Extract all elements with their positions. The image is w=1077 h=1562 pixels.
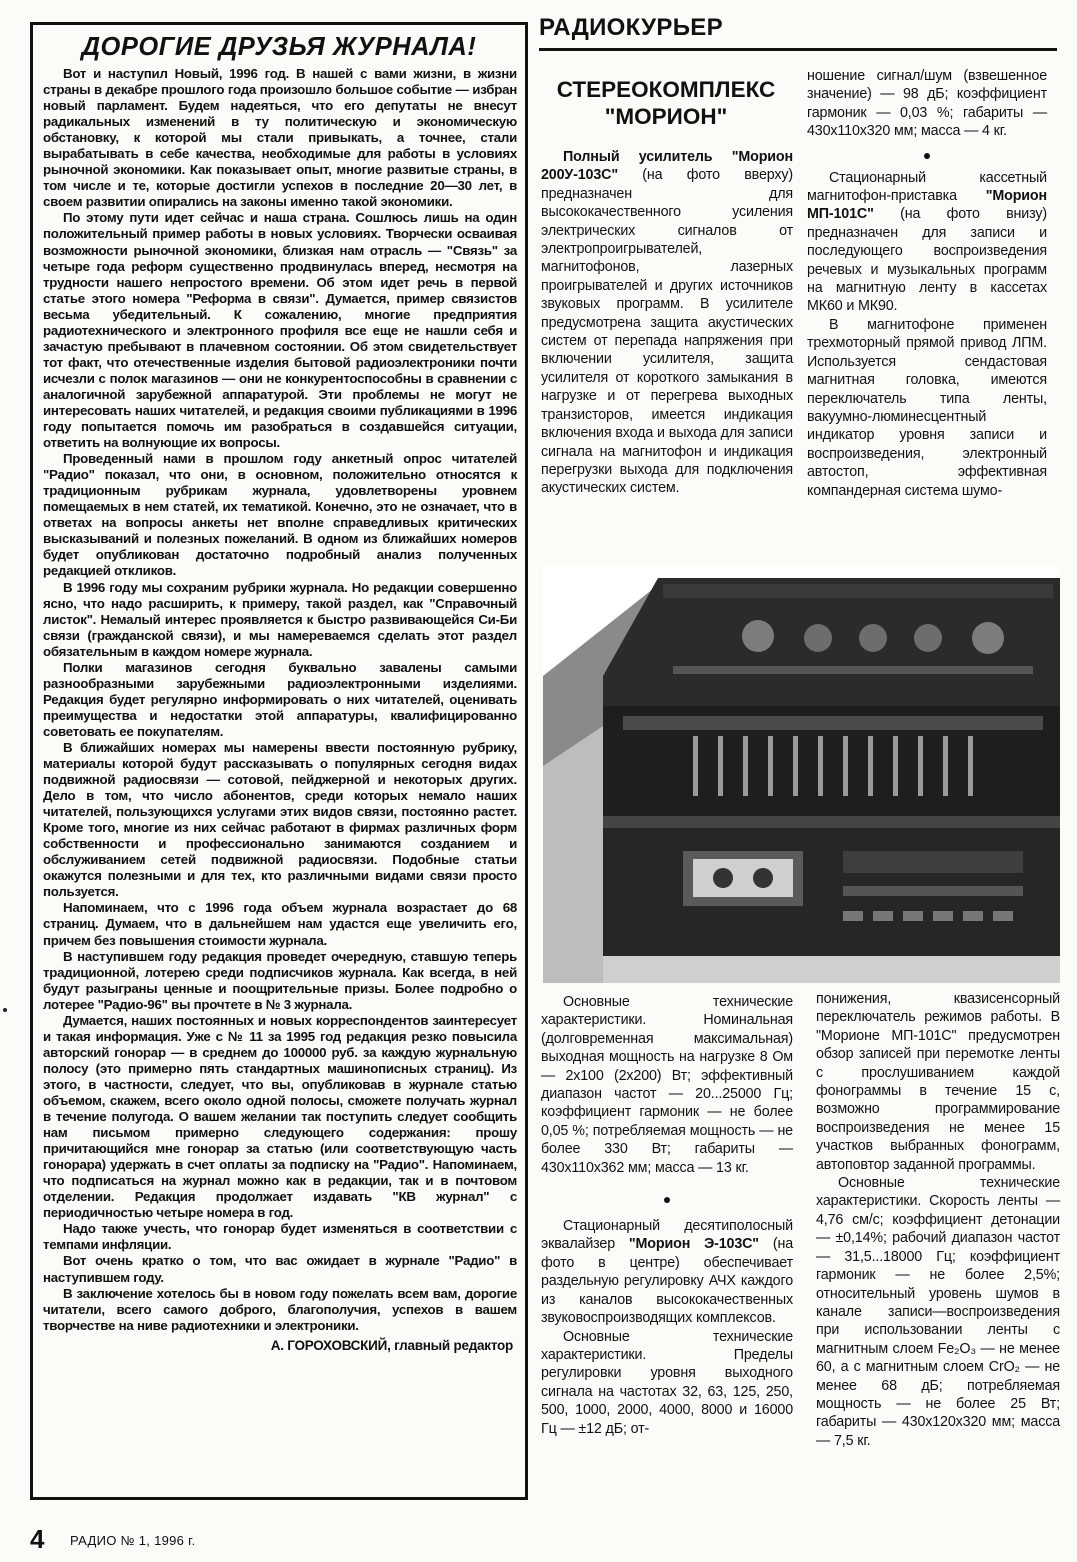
editorial-paragraph: В 1996 году мы сохраним рубрики журнала. Но редакции совершенно ясно, что надо расширить, к примеру, такой раздел, как "Справочный листок". Немалый интерес проявляется к быстро развивающейся Си-Би связи (гражданской связи), и мы намереваемся сделать этот раздел обязательным в каждом номере журнала. [43,579,517,659]
editorial-paragraph: Полки магазинов сегодня буквально завалены самыми разнообразными зарубежными радиоэлектронными изделиями. Редакция будет регулярно информировать о них читателей, оценивать преимущества и недостатки этой аппаратуры, квалифицированно советовать ее покупателям. [43,659,517,739]
tape-deck-paragraph [807,169,1047,316]
bullet-icon: ● [922,146,932,163]
article-col1-top [541,148,793,498]
editorial-paragraph: Думается, наших постоянных и новых корреспондентов заинтересует и такая информация. Уже с № 11 за 1995 год редакция резко повысила авторский гонорар — в среднем до 100000 руб. за каждую журнальную полосу (это примерно пять стандартных машинописных страниц). Из этого, в частности, следует, что вы, опубликовав в журнале статью объемом, скажем, всего около одной полосы, сможете получать журнал в течение полугода. О вашем желании так поступить следует сообщить нам письмом примерно следующего содержания: прошу причитающийся мне гонорар за статью (или соответствующую часть гонорара) удержать в счет оплаты за подписку на "Радио". Напоминаем, что подписаться на журнал можно как в редакции, так и в почтовом отделении. Редакция продолжает издавать "КВ журнал" с периодичностью четыре номера в год. [43,1012,517,1221]
equalizer-text: (на фото в центре) обеспечивает раздельную регулировку АЧХ каждого из каналов высококачественных звуковоспроизводящих комплексов. [541,1236,793,1327]
section-header: РАДИОКУРЬЕР [539,14,723,41]
tape-deck-features: В магнитофоне применен трехмоторный прямой привод ЛПМ. Используется сендастовая магнитная головка, имеются переключатель типа ленты, вакуумно-люминесцентный индикатор уровня записи и воспроизведения, электронный автостоп, эффективная компандерная система шумо- [807,316,1047,499]
amplifier-specs-end: ношение сигнал/шум (взвешенное значение) — 98 дБ; коэффициент гармоник — 0,03 %; габариты — 430x110x320 мм; масса — 4 кг. [807,68,1047,140]
article-col1-bottom [541,993,793,1438]
page-number: 4 [30,1524,45,1554]
equalizer-lead: Стационарный десятиполосный эквалайзер [541,1218,793,1253]
equalizer-specs: Основные технические характеристики. Пределы регулировки уровня выходного сигнала на частотах 32, 63, 125, 250, 500, 1000, 2000, 4000, 8000 и 16000 Гц — ±12 дБ; от- [541,1328,793,1437]
amplifier-paragraph [541,148,793,498]
equalizer-name: "Морион Э-103С" [628,1236,759,1253]
bullet-icon: ● [662,1191,672,1208]
stereo-complex-photo [543,566,1060,983]
tape-deck-name: "Морион МП-101С" [807,188,1047,223]
editorial-paragraph: В заключение хотелось бы в новом году пожелать всем вам, дорогие читатели, всего самого доброго, благополучия, успехов в вашем творчестве на ниве радиотехники и электроники. [43,1285,517,1333]
scan-mark [3,1008,7,1012]
issue-line: РАДИО № 1, 1996 г. [70,1533,196,1548]
editorial-box [30,22,528,1500]
amplifier-specs: Основные технические характеристики. Номинальная (долговременная максимальная) выходная мощность на нагрузке 8 Ом — 2x100 (2x200) Вт; эффективный диапазон частот — 20...25000 Гц; коэффициент гармоник — не более 0,05 %; потребляемая мощность — не более 330 Вт; габариты — 430x110x362 мм; масса — 13 кг. [541,994,793,1176]
amplifier-name: Полный усилитель "Морион 200У-103С" [541,149,793,184]
editorial-body [33,66,525,1354]
editorial-paragraph: Напоминаем, что с 1996 года объем журнала возрастает до 68 страниц. Думаем, что в дальнейшем нам удастся еще увеличить его, причем без повышения стоимости журнала. [43,900,517,948]
editorial-paragraph: Проведенный нами в прошлом году анкетный опрос читателей "Радио" показал, что они, в основном, положительно относятся к традиционным рубрикам журнала, удовлетворены уровнем помещаемых в нем статей, их тематикой. Конечно, это не означает, что в ответах на вопросы анкеты нет вполне справедливых критических высказываний и полезных пожеланий. В одном из ближайших номеров будет опубликован достаточно подробный анализ полученных редакцией откликов. [43,451,517,579]
article-title-line: СТЕРЕОКОМПЛЕКС [556,77,776,102]
tape-deck-lead: Стационарный кассетный магнитофон-приставка [807,169,1047,205]
editorial-title: ДОРОГИЕ ДРУЗЬЯ ЖУРНАЛА! [81,33,477,61]
tape-deck-text: (на фото внизу) предназначен для записи и последующего воспроизведения речевых и музыкальных программ на магнитную ленту в кассетах МК60 и МК90. [807,206,1047,315]
article-title [541,76,791,130]
editorial-paragraph: Вот очень кратко о том, что вас ожидает в журнале "Радио" в наступившем году. [43,1253,517,1285]
article-title-line: "МОРИОН" [604,104,728,129]
editorial-paragraph: По этому пути идет сейчас и наша страна. Сошлюсь лишь на один положительный пример работы в новых условиях. Творчески осваивая возможности рыночной экономики, близкая нам отрасль — "Связь" за четыре года реформ существенно продвинулась вперед, несмотря на трудности нашего непростого времени. Об этом идет речь в первой статье этого номера "Реформа в связи". Думается, пример связистов весьма убедительный. К сожалению, многие предприятия радиотехнического и электронного профиля все еще не нашли себя и зачастую пребывают в плачевном состоянии. Об этом свидетельствует тот факт, что отечественные изделия бытовой радиоэлектроники почти исчезли с полок магазинов — они не конкурентоспособны в сравнении с аналогичной зарубежной аппаратурой. Эти проблемы не могут не интересовать наших читателей, и редакция своими публикациями в 1996 году попытается помочь им разобраться в создавшейся ситуации, ответить на волнующие их вопросы. [43,210,517,451]
editorial-signature: А. ГОРОХОВСКИЙ, главный редактор [270,1337,513,1353]
header-divider [539,48,1057,51]
editorial-paragraph: Надо также учесть, что гонорар будет изменяться в соответствии с темпами инфляции. [43,1221,517,1253]
equalizer-paragraph [541,1217,793,1327]
amplifier-text: (на фото вверху) предназначен для высококачественного усиления электрических сигналов от электропроигрывателей, магнитофонов, лазерных проигрывателей и других источников звуковых программ. В усилителе предусмотрена защита акустических систем от перепада напряжения при включении усилителя, защита усилителя от короткого замыкания в нагрузке и от перегрева выходных транзисторов, имеется индикация включения входа и выхода для записи сигнала на магнитофон и индикация перегрузки выхода для подключения акустических систем. [541,167,793,497]
editorial-paragraph: В ближайших номерах мы намерены ввести постоянную рубрику, материалы которой будут рассказывать о популярных сегодня видах подвижной радиосвязи — сотовой, пейджерной и некоторых других. Дело в том, что число абонентов, среди которых немало наших читателей, пользующихся услугами этих видов связи, постоянно растет. Кроме того, многие из них сейчас работают в фирмах различных форм собственности и профессионально занимаются созданием и обслуживанием сетей подвижной радиосвязи. Подобные статьи окажутся полезными и для тех, кто различными видами связи просто пользуется. [43,739,517,900]
article-col2-bottom [816,990,1060,1450]
tape-deck-features-cont: понижения, квазисенсорный переключатель режимов работы. В "Морионе МП-101С" предусмотрен обзор записей при перемотке ленты с прослушиванием каждой фонограммы в течение 15 с, возможно программирование воспроизведения не менее 15 участков выбранных фонограмм, автоповтор заданной программы. [816,991,1060,1173]
tape-deck-specs: Основные технические характеристики. Скорость ленты — 4,76 см/с; коэффициент детонации — ±0,14%; рабочий диапазон частот — 31,5...18000 Гц; коэффициент гармоник — не более 2,5%; относительный уровень шумов в канале записи—воспроизведения при использовании ленты с магнитным слоем Fe₂O₃ — не менее 60, а с магнитным слоем CrO₂ — не менее 68 дБ; потребляемая мощность — не более 25 Вт; габариты — 430x120x320 мм; масса — 7,5 кг. [816,1175,1060,1449]
editorial-paragraph: Вот и наступил Новый, 1996 год. В нашей с вами жизни, в жизни страны в декабре прошлого года произошло большое событие — избран новый парламент. Будем надеяться, что его депутаты не внесут радикальных изменений в ту политическую и экономическую обстановку, к которой мы стали привыкать, а точнее, стали вырабатывать в себе качества, необходимые для работы в условиях рыночной экономики. Как показывает опыт, многие развитые страны, в том числе и те, которые достигли успехов в последние 20—30 лет, в своем развитии опирались на законы именно такой экономики. [43,66,517,210]
article-col2-top [807,67,1047,500]
editorial-paragraph: В наступившем году редакция проведет очередную, ставшую теперь традиционной, лотерею среди подписчиков журнала. Как всегда, в ней будут разыграны ценные и поощрительные призы. Более подробно о лотерее "Радио-96" вы прочтете в № 3 журнала. [43,948,517,1012]
